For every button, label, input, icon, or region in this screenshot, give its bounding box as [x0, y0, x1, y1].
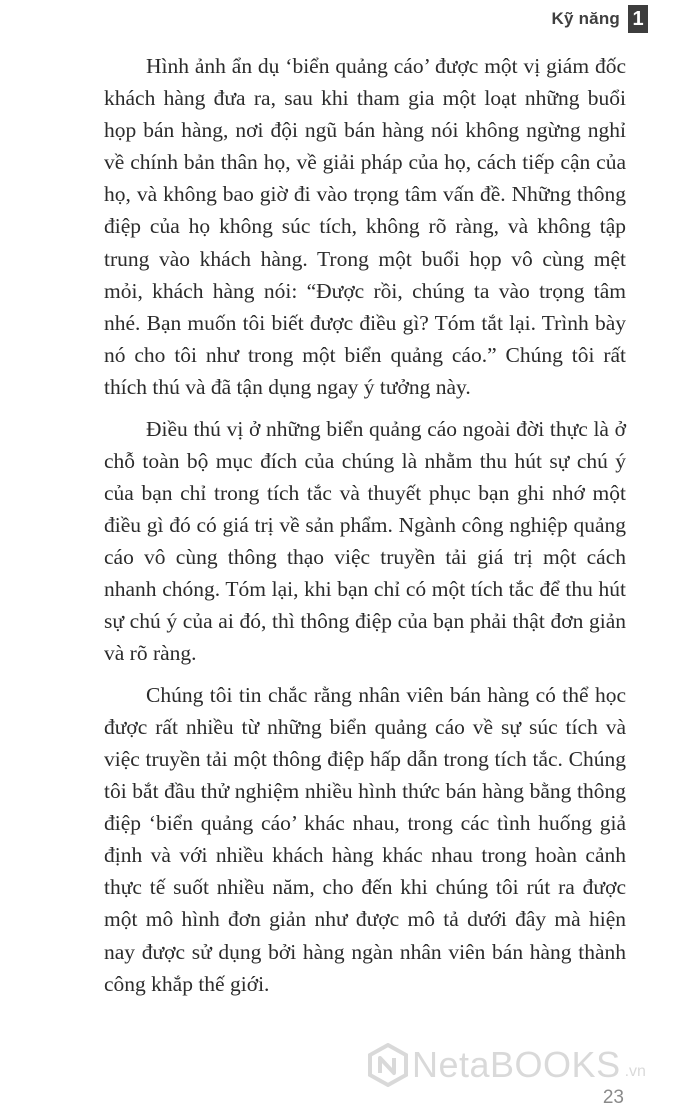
paragraph-3: Chúng tôi tin chắc rằng nhân viên bán hàng có thể học được rất nhiều từ những biển quảng cáo về sự súc tích và việc truyền tải một thông điệp hấp dẫn trong tích tắc. Chúng tôi bắt đầu thử nghiệm nhiều hình thức bán hàng bằng thông điệp ‘biển quảng cáo’ khác nhau, trong các tình huống giả định và với nhiều khách hàng khác nhau trong hoàn cảnh thực tế suốt nhiều năm, cho đến khi chúng tôi rút ra được một mô hình đơn giản như được mô tả dưới đây mà hiện nay được sử dụng bởi hàng ngàn nhân viên bán hàng thành công khắp thế giới. [104, 682, 626, 996]
book-logo-icon [366, 1043, 410, 1087]
section-label: Kỹ năng [551, 9, 620, 28]
watermark-suffix: .vn [624, 1063, 646, 1080]
body-text [104, 50, 626, 1000]
page-number: 23 [602, 1087, 624, 1108]
running-header [552, 5, 648, 33]
paragraph-1: Hình ảnh ẩn dụ ‘biển quảng cáo’ được một vị giám đốc khách hàng đưa ra, sau khi tham gia một loạt những buổi họp bán hàng, nơi đội ngũ bán hàng nói không ngừng nghỉ về chính bản thân họ, về giải pháp của họ, cách tiếp cận của họ, và không bao giờ đi vào trọng tâm vấn đề. Những thông điệp của họ không súc tích, không rõ ràng, và không tập trung vào khách hàng. Trong một buổi họp vô cùng mệt mỏi, khách hàng nói: “Được rồi, chúng ta vào trọng tâm nhé. Bạn muốn tôi biết được điều gì? Tóm tắt lại. Trình bày nó cho tôi như trong một biển quảng cáo.” Chúng tôi rất thích thú và đã tận dụng ngay ý tưởng này. [104, 54, 626, 399]
chapter-number-badge: 1 [628, 5, 648, 33]
publisher-watermark [366, 1043, 646, 1087]
paragraph-2: Điều thú vị ở những biển quảng cáo ngoài đời thực là ở chỗ toàn bộ mục đích của chúng là nhằm thu hút sự chú ý của bạn chỉ trong tích tắc và thuyết phục bạn ghi nhớ một điều gì đó có giá trị về sản phẩm. Ngành công nghiệp quảng cáo vô cùng thông thạo việc truyền tải giá trị một cách nhanh chóng. Tóm lại, khi bạn chỉ có một tích tắc để thu hút sự chú ý của ai đó, thì thông điệp của bạn phải thật đơn giản và rõ ràng. [104, 416, 626, 666]
watermark-brand: NetaBOOKS [412, 1044, 621, 1085]
